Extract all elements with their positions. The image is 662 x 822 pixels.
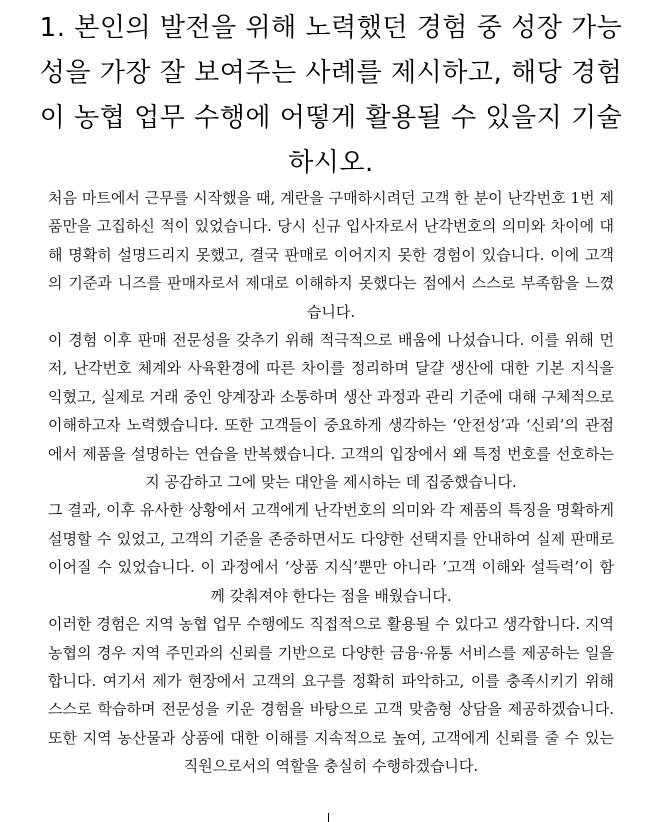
question-heading: 1. 본인의 발전을 위해 노력했던 경험 중 성장 가능성을 가장 잘 보여주는 사례를 제시하고, 해당 경험이 농협 업무 수행에 어떻게 활용될 수 있을지 기술하시오.: [39, 13, 623, 178]
answer-paragraph-2: 이 경험 이후 판매 전문성을 갖추기 위해 적극적으로 배움에 나섰습니다. 이를 위해 먼저, 난각번호 체계와 사육환경에 따른 차이를 정리하며 달걀 생산에 대한 기본 지식을 익혔고, 실제로 거래 중인 양계장과 소통하며 생산 과정과 관리 기준에 대해 구체적으로 이해하고자 노력했습니다. 또한 고객들이 중요하게 생각하는 ‘안전성’과 ‘신뢰’의 관점에서 제품을 설명하는 연습을 반복했습니다. 고객의 입장에서 왜 특정 번호를 선호하는지 공감하고 그에 맞는 대안을 제시하는 데 집중했습니다.: [48, 331, 614, 492]
text-cursor-mark: [328, 813, 329, 822]
answer-paragraph-3: 그 결과, 이후 유사한 상황에서 고객에게 난각번호의 의미와 각 제품의 특징을 명확하게 설명할 수 있었고, 고객의 기준을 존중하면서도 다양한 선택지를 안내하여 실제 판매로 이어질 수 있었습니다. 이 과정에서 ‘상품 지식’뿐만 아니라 ‘고객 이해와 설득력’이 함께 갖춰져야 한다는 점을 배웠습니다.: [48, 501, 614, 605]
answer-body: [48, 184, 614, 781]
answer-paragraph-4: 이러한 경험은 지역 농협 업무 수행에도 직접적으로 활용될 수 있다고 생각합니다. 지역 농협의 경우 지역 주민과의 신뢰를 기반으로 다양한 금융·유통 서비스를 제공하는 일을 합니다. 여기서 제가 현장에서 고객의 요구를 정확히 파악하고, 이를 충족시키기 위해 스스로 학습하며 전문성을 키운 경험을 바탕으로 고객 맞춤형 상담을 제공하겠습니다. 또한 지역 농산물과 상품에 대한 이해를 지속적으로 높여, 고객에게 신뢰를 줄 수 있는 직원으로서의 역할을 충실히 수행하겠습니다.: [48, 615, 614, 776]
answer-paragraph-1: 처음 마트에서 근무를 시작했을 때, 계란을 구매하시려던 고객 한 분이 난각번호 1번 제품만을 고집하신 적이 있었습니다. 당시 신규 입사자로서 난각번호의 의미와 차이에 대해 명확히 설명드리지 못했고, 결국 판매로 이어지지 못한 경험이 있습니다. 이에 고객의 기준과 니즈를 판매자로서 제대로 이해하지 못했다는 점에서 스스로 부족함을 느꼈습니다.: [48, 189, 614, 321]
